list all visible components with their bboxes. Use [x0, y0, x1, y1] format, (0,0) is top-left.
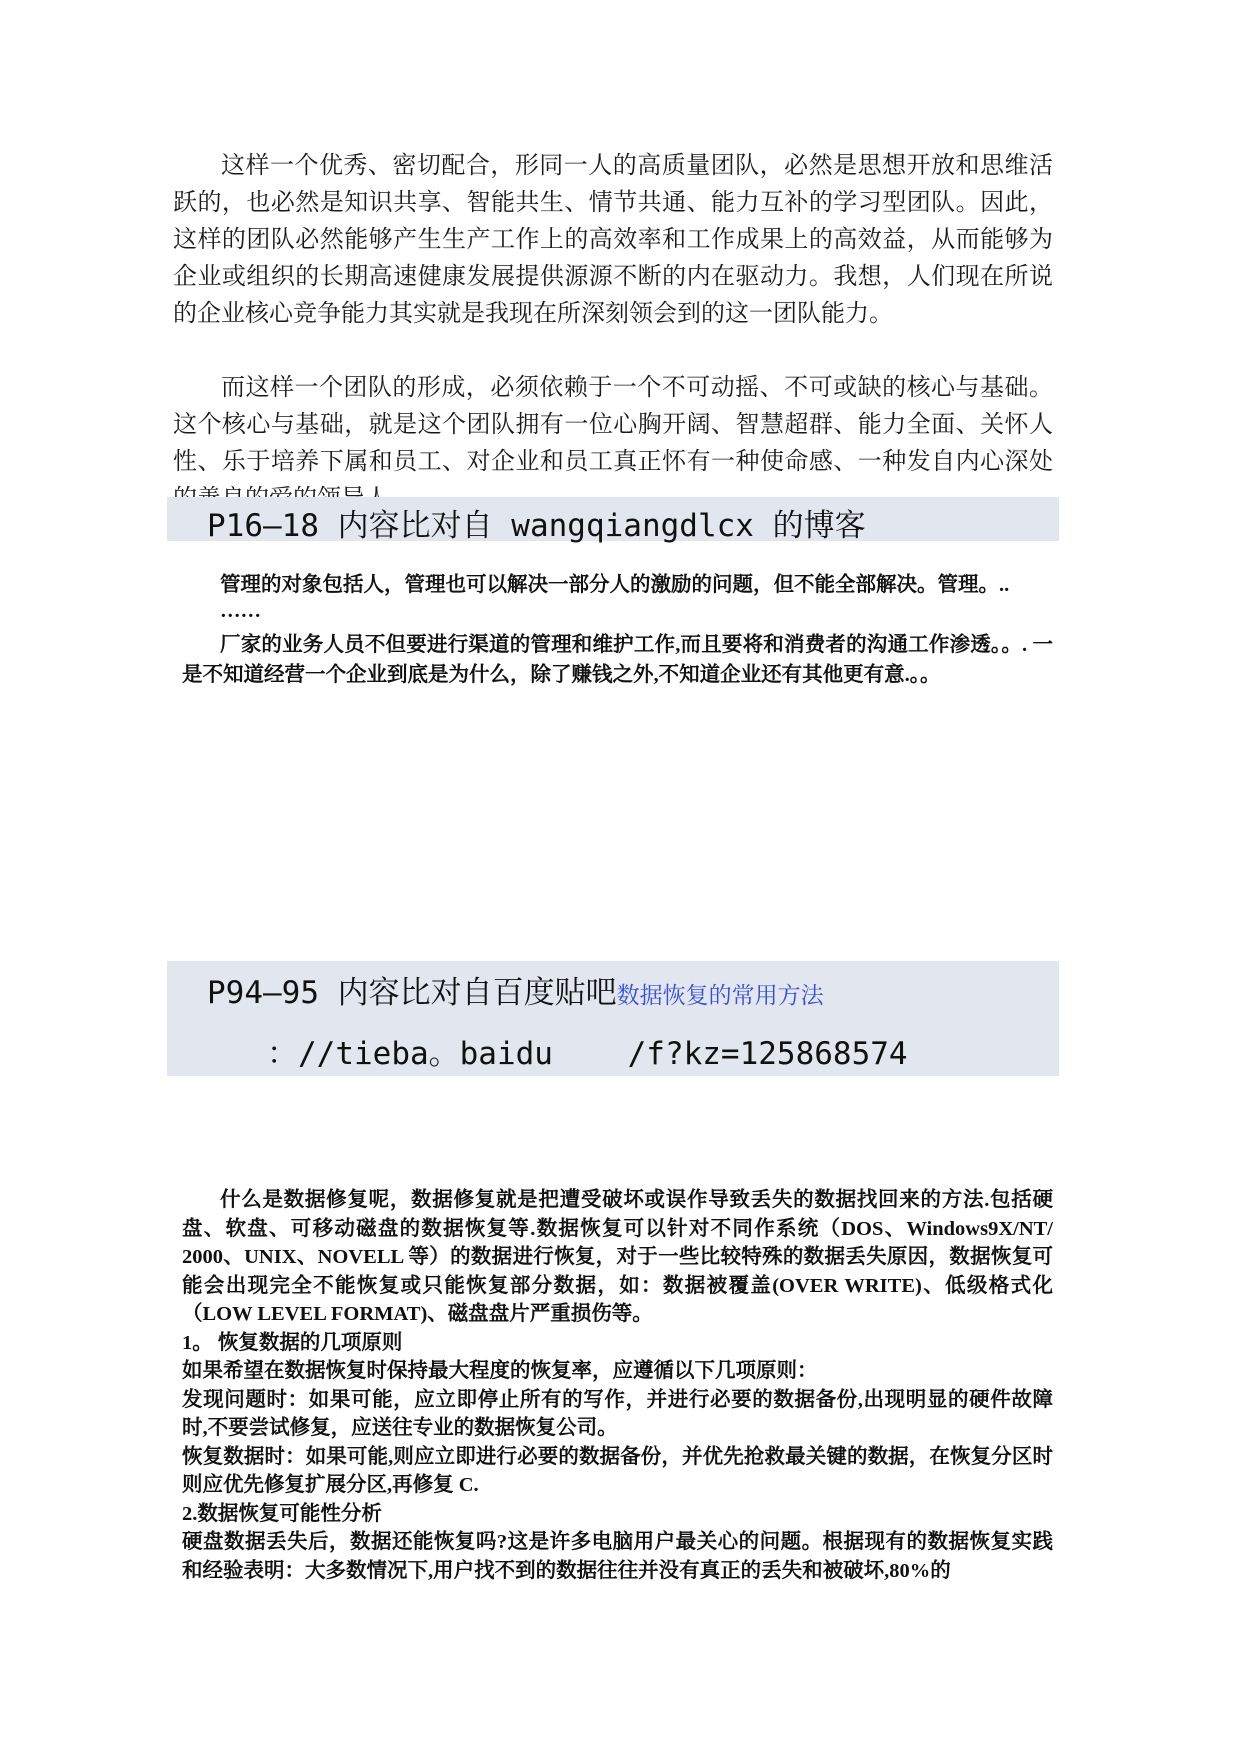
section1-line-3: 厂家的业务人员不但要进行渠道的管理和维护工作,而且要将和消费者的沟通工作渗透。。. 一是不知道经营一个企业到底是为什么，除了赚钱之外,不知道企业还有其他更有意.。。: [182, 634, 1053, 686]
intro-paragraph-1: 这样一个优秀、密切配合，形同一人的高质量团队，必然是思想开放和思维活跃的，也必然是知识共享、智能共生、情节共通、能力互补的学习型团队。因此，这样的团队必然能够产生生产工作上的高效率和工作成果上的高效益，从而能够为企业或组织的长期高速健康发展提供源源不断的内在驱动力。我想，人们现在所说的企业核心竞争能力其实就是我现在所深刻领会到的这一团队能力。: [173, 153, 1053, 327]
recovery-item2-text: 硬盘数据丢失后，数据还能恢复吗?这是许多电脑用户最关心的问题。根据现有的数据恢复实践和经验表明：大多数情况下,用户找不到的数据往往并没有真正的丢失和被破坏,80%的: [182, 1531, 1053, 1582]
recovery-item1-rule2: 恢复数据时：如果可能,则应立即进行必要的数据备份，并优先抢救最关键的数据，在恢复分区时则应优先修复扩展分区,再修复 C.: [182, 1445, 1053, 1496]
recovery-item1-lead: 如果希望在数据恢复时保持最大程度的恢复率，应遵循以下几项原则：: [182, 1360, 818, 1382]
source-link[interactable]: 数据恢复的常用方法: [616, 983, 824, 1008]
section-heading-1: P16—18 内容比对自 wangqiangdlcx 的博客: [207, 508, 866, 544]
recovery-section: [182, 1186, 1053, 1585]
section-heading-band-1: [167, 497, 1059, 544]
source-url: ：//tieba。baidu /f?kz=125868574: [267, 1036, 908, 1072]
intro-paragraph-2: 而这样一个团队的形成，必须依赖于一个不可动摇、不可或缺的核心与基础。这个核心与基础，就是这个团队拥有一位心胸开阔、智慧超群、能力全面、关怀人性、乐于培养下属和员工、对企业和员工真正怀有一种使命感、一种发自内心深处: [173, 375, 1053, 475]
section1-body: [182, 570, 1053, 690]
section-heading-band-2: [167, 961, 1059, 1076]
recovery-item2-title: 2.数据恢复可能性分析: [182, 1502, 382, 1525]
section-heading-2: P94—95 内容比对自百度贴吧: [207, 975, 617, 1011]
recovery-item1-title: 1。 恢复数据的几项原则: [182, 1331, 403, 1354]
section1-line-1: 管理的对象包括人，管理也可以解决一部分人的激励的问题，但不能全部解决。管理。..: [220, 574, 1010, 596]
recovery-intro: 什么是数据修复呢，数据修复就是把遭受破坏或误作导致丢失的数据找回来的方法.包括硬盘、软盘、可移动磁盘的数据恢复等.数据恢复可以针对不同作系统（DOS、Windows9X/NT/ 2000、UNIX、NOVELL 等）的数据进行恢复，对于一些比较特殊的数据丢失原因，数据恢复可能会出现完全不能恢复或只能恢复部分数据，如：数据被覆盖(OVER WRITE)、低级格式化（LOW LEVEL FORMAT)、磁盘盘片严重损伤等。: [182, 1189, 1053, 1325]
section-heading-2-line: [207, 967, 824, 1012]
intro-paragraph-block: [173, 148, 1053, 518]
recovery-item1-rule1: 发现问题时：如果可能，应立即停止所有的写作，并进行必要的数据备份,出现明显的硬件故障时,不要尝试修复，应送往专业的数据恢复公司。: [182, 1388, 1053, 1439]
section1-line-2: ……: [220, 600, 261, 622]
